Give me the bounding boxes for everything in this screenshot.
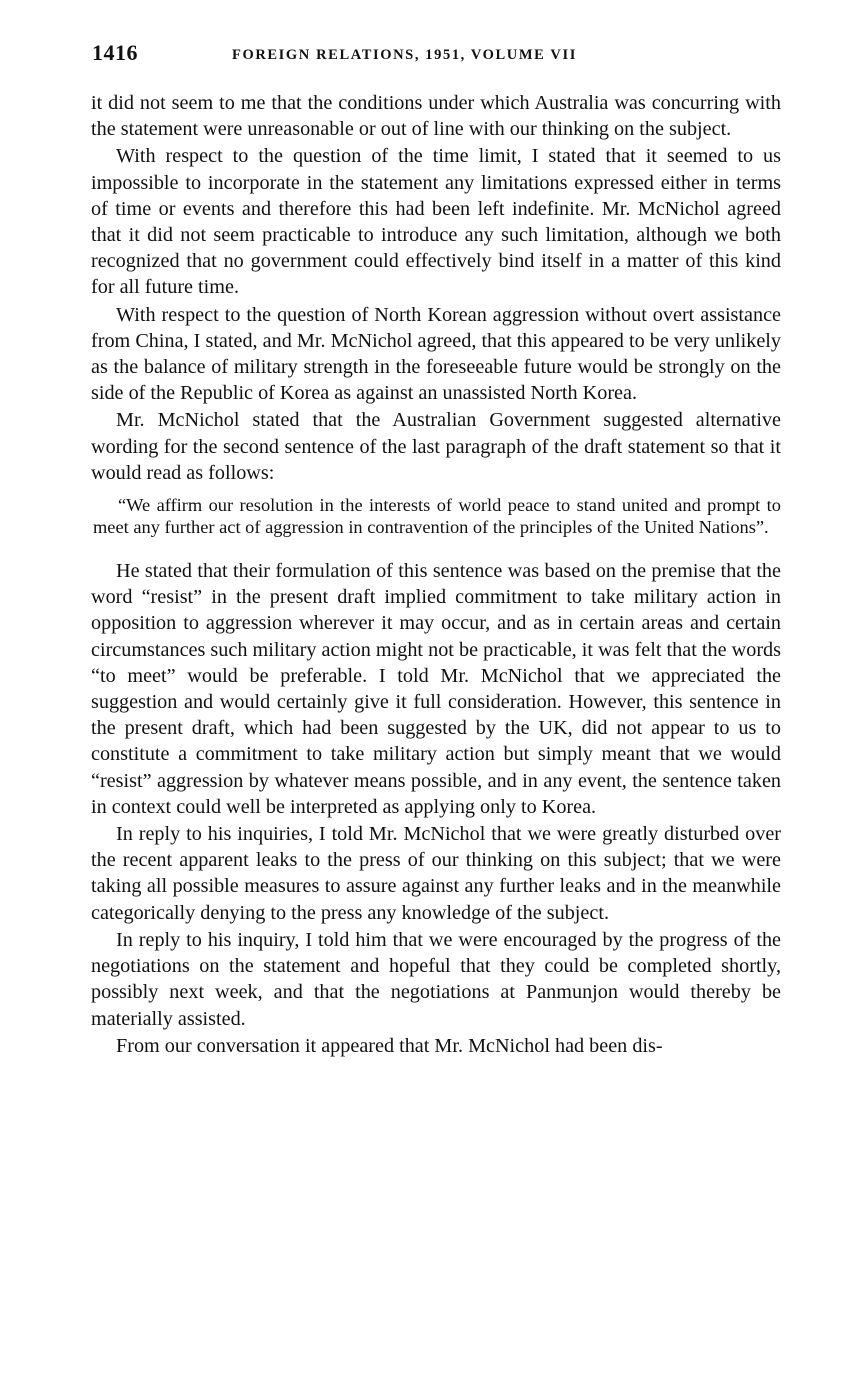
paragraph-time-limit: With respect to the question of the time limit, I stated that it seemed to us impossible to incorporate in the statement any limitations expressed either in terms of time or events and therefore this had been left indefinite. Mr. McNichol agreed that it did not seem practicable to introduce any such limitation, although we both recognized that no government could effectively bind itself in a matter of this kind for all future time. [91, 145, 781, 299]
paragraph-continued: it did not seem to me that the conditions under which Australia was concurring with the statement were unreasonable or out of line with our thinking on the subject. [91, 92, 781, 141]
body-text [91, 90, 781, 1060]
paragraph-negotiations: In reply to his inquiry, I told him that we were encouraged by the progress of the negotiations on the statement and hopeful that they could be completed shortly, possibly next week, and that the negotiations at Panmunjon would thereby be materially assisted. [91, 928, 781, 1030]
paragraph-press-leaks: In reply to his inquiries, I told Mr. McNichol that we were greatly disturbed over the recent apparent leaks to the press of our thinking on this subject; that we were taking all possible measures to assure against any further leaks and in the meanwhile categorically denying to the press any knowledge of the subject. [91, 823, 781, 924]
paragraph-formulation: He stated that their formulation of this sentence was based on the premise that the word “resist” in the present draft implied commitment to take military action in opposition to aggression wherever it may occur, and as in certain areas and certain circumstances such military action might not be practicable, it was felt that the words “to meet” would be preferable. I told Mr. McNichol that we appreciated the suggestion and would certainly give it full consideration. However, this sentence in the present draft, which had been suggested by the UK, did not appear to us to constitute a commitment to take military action but simply meant that we would “resist” aggression by whatever means possible, and in any event, the sentence taken in context could well be interpreted as applying only to Korea. [91, 560, 781, 818]
page-header [92, 40, 782, 74]
page-number: 1416 [92, 40, 138, 65]
paragraph-north-korean-aggression: With respect to the question of North Korean aggression without overt assistance from China, I stated, and Mr. McNichol agreed, that this appeared to be very unlikely as the balance of military strength in the foreseeable future would be strongly on the side of the Republic of Korea as against an unassisted North Korea. [91, 303, 781, 405]
block-quote: “We affirm our resolution in the interests of world peace to stand united and prompt to meet any further act of aggression in contravention of the principles of the United Nations”. [93, 495, 781, 538]
paragraph-alternative-wording: Mr. McNichol stated that the Australian Government suggested alternative wording for the second sentence of the last paragraph of the draft statement so that it would read as follows: [91, 409, 781, 484]
running-head: FOREIGN RELATIONS, 1951, VOLUME VII [232, 47, 577, 63]
paragraph-conversation: From our conversation it appeared that Mr. McNichol had been dis- [116, 1034, 663, 1057]
